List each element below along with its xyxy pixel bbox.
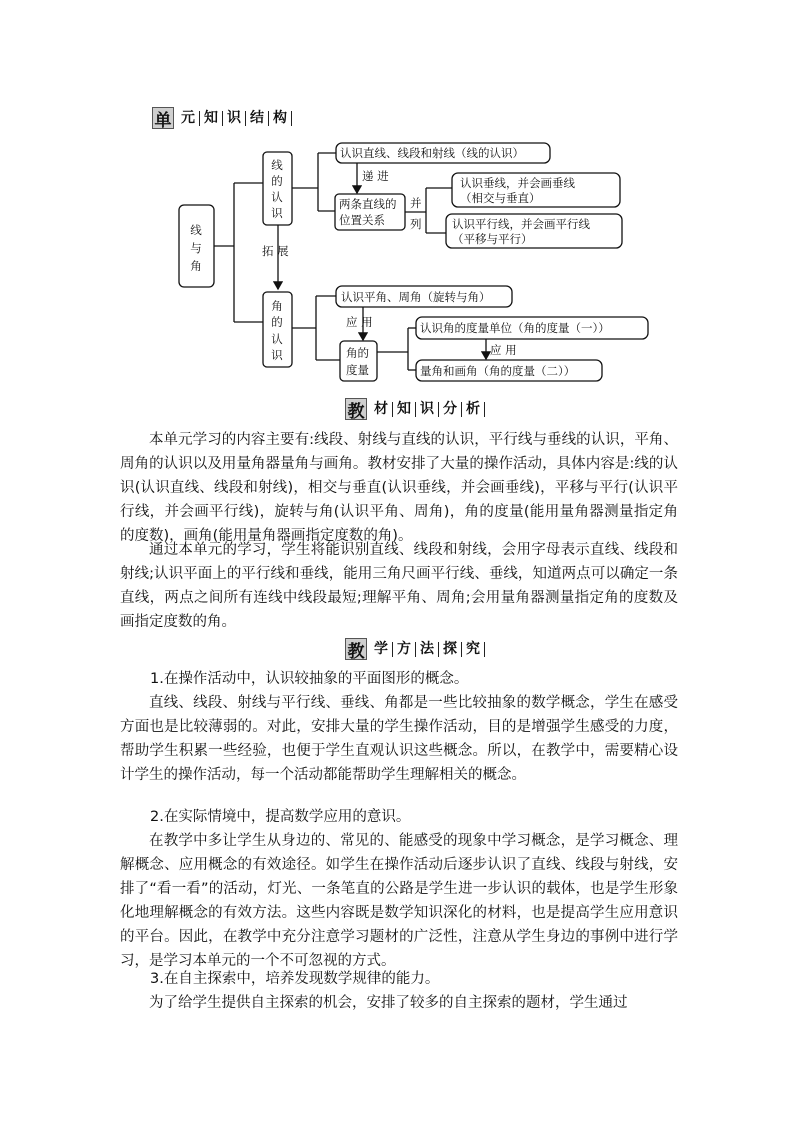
header-char: 知 (393, 402, 416, 417)
header-char: 识 (416, 402, 439, 417)
angle-box-char: 识 (271, 348, 283, 362)
header-first-char: 单 (152, 107, 174, 129)
knowledge-structure-diagram (0, 0, 794, 400)
angle-box-char: 认 (271, 332, 283, 346)
header-char: 探 (439, 642, 462, 657)
node-draw-text: 量角和画角（角的度量（二）） (420, 364, 576, 378)
header-char: 元 (177, 111, 200, 126)
header-char: 分 (439, 402, 462, 417)
node-measure-text: 角的 (346, 346, 369, 360)
node-parallel-text: （平移与平行） (452, 232, 533, 246)
section-header-methods (345, 638, 485, 660)
angle-box-char: 角 (271, 299, 283, 313)
header-first-char: 教 (345, 398, 367, 420)
node-unit-text: 认识角的度量单位（角的度量（一）） (420, 321, 610, 335)
apply-label: 应 用 (346, 315, 373, 329)
section-header-analysis (345, 398, 485, 420)
header-char: 结 (246, 111, 269, 126)
header-char: 究 (462, 642, 485, 657)
header-char: 识 (223, 111, 246, 126)
method-paragraph-2: 在教学中多让学生从身边的、常见的、能感受的现象中学习概念，是学习概念、理解概念、应用概念的有效途径。如学生在操作活动后逐步认识了直线、线段与射线，安排了“看一看”的活动，灯光、一条笔直的公路是学生进一步认识的载体，也是学生形象化地理解概念的有效方法。这些内容既是数学知识深化的材料，也是提高学生应用意识的平台。因此，在教学中充分注意学习题材的广泛性，注意从学生身边的事例中进行学习，是学习本单元的一个不可忽视的方式。 (120, 833, 678, 969)
method-heading-1: 1.在操作活动中，认识较抽象的平面图形的概念。 (150, 671, 469, 687)
progress-label: 递 进 (362, 169, 389, 183)
node-perp-text: 认识垂线，并会画垂线 (460, 176, 575, 190)
method-paragraph-3: 为了给学生提供自主探索的机会，安排了较多的自主探索的题材，学生通过 (149, 995, 628, 1011)
header-char: 方 (393, 642, 416, 657)
node-measure-text: 度量 (346, 363, 369, 377)
parallel-label: 并 (410, 196, 422, 210)
method-paragraph-1: 直线、线段、射线与平行线、垂线、角都是一些比较抽象的数学概念，学生在感受方面也是比较薄弱的。对此，安排大量的学生操作活动，目的是增强学生感受的力度，帮助学生积累一些经验，也便于学生直观认识这些概念。所以，在教学中，需要精心设计学生的操作活动，每一个活动都能帮助学生理解相关的概念。 (120, 695, 678, 783)
apply-label: 应 用 (490, 343, 517, 357)
node-flat-angle-text: 认识平角、周角（旋转与角） (341, 290, 491, 304)
header-char: 知 (200, 111, 223, 126)
parallel-label: 列 (410, 217, 422, 231)
header-char: 析 (462, 402, 485, 417)
header-char: 材 (370, 402, 393, 417)
node-lines-text: 认识直线、线段和射线（线的认识） (340, 146, 524, 160)
method-heading-3: 3.在自主探索中，培养发现数学规律的能力。 (150, 971, 440, 987)
root-char: 线 (190, 223, 202, 237)
analysis-paragraph: 本单元学习的内容主要有:线段、射线与直线的认识，平行线与垂线的认识，平角、周角的认识以及用量角器量角与画角。教材安排了大量的操作活动，具体内容是:线的认识(认识直线、线段和射线)，相交与垂直(认识垂线，并会画垂线)，平移与平行(认识平行线，并会画平行线)，旋转与角(认识平角、周角)，角的度量(能用量角器测量指定角的度数)，画角(能用量角器画指定度数的角)。 (120, 432, 678, 544)
line-box-char: 识 (271, 206, 283, 220)
header-char: 学 (370, 642, 393, 657)
header-first-char: 教 (345, 638, 367, 660)
node-perp-text: （相交与垂直） (460, 191, 541, 205)
line-box-char: 的 (271, 174, 283, 188)
method-heading-2: 2.在实际情境中，提高数学应用的意识。 (150, 809, 411, 825)
expand-label: 拓 展 (262, 244, 289, 258)
analysis-paragraph: 通过本单元的学习，学生将能识别直线、线段和射线，会用字母表示直线、线段和射线;认识平面上的平行线和垂线，能用三角尺画平行线、垂线，知道两点可以确定一条直线，两点之间所有连线中线段最短;理解平角、周角;会用量角器测量指定角的度数及画指定度数的角。 (120, 542, 678, 630)
angle-box-char: 的 (271, 315, 283, 329)
node-two-lines-text: 位置关系 (339, 213, 385, 227)
header-char: 法 (416, 642, 439, 657)
node-parallel-text: 认识平行线，并会画平行线 (452, 217, 590, 231)
header-char: 构 (269, 111, 292, 126)
root-char: 与 (190, 241, 202, 255)
line-box-char: 线 (271, 158, 283, 172)
root-char: 角 (190, 259, 202, 273)
line-box-char: 认 (271, 190, 283, 204)
node-two-lines-text: 两条直线的 (339, 197, 397, 211)
